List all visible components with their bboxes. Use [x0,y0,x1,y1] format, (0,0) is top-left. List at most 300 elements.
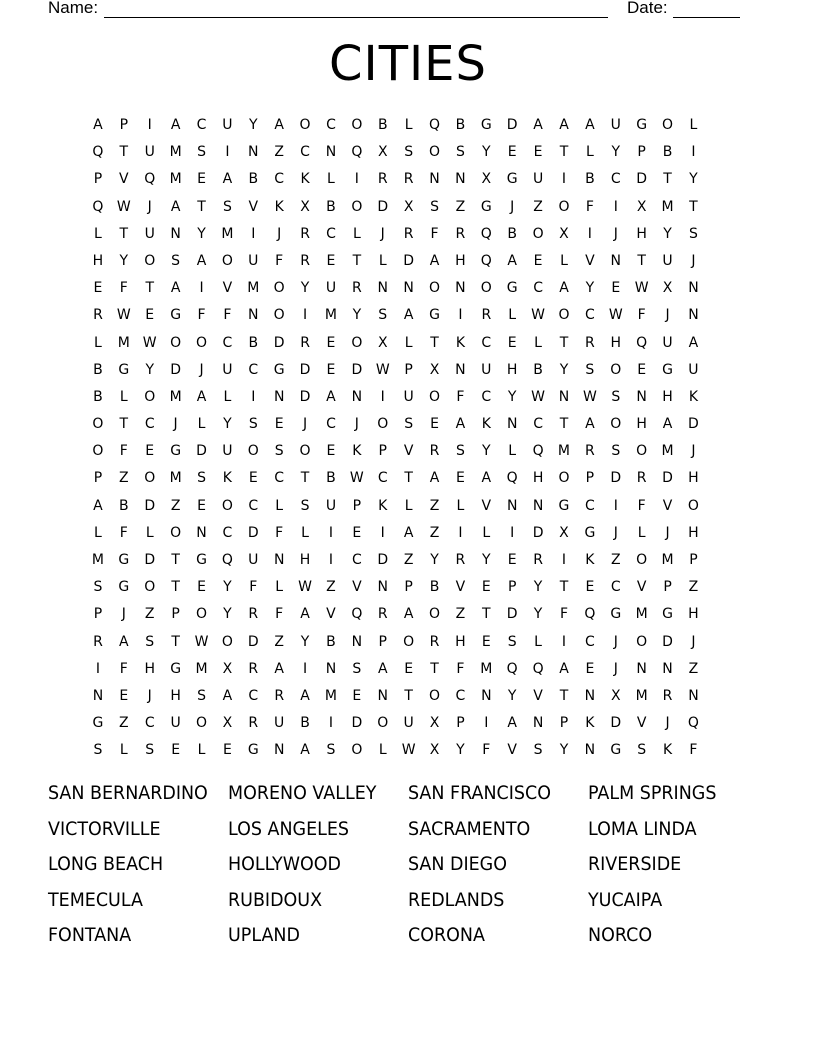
grid-letter: A [507,252,517,269]
grid-letter: S [637,742,647,759]
grid-letter: Q [636,334,648,351]
grid-letter: L [327,171,335,188]
grid-letter: I [225,144,230,161]
grid-letter: K [481,416,491,433]
grid-letter: E [197,579,206,596]
word-list-item: SAN DIEGO [408,853,507,876]
grid-letter: B [300,715,310,732]
grid-letter: T [559,687,569,704]
grid-letter: N [377,579,388,596]
grid-letter: A [300,687,310,704]
grid-letter: L [585,144,594,161]
grid-letter: S [585,361,595,378]
grid-letter: C [455,687,466,704]
grid-letter: Y [352,307,362,324]
grid-letter: A [403,524,414,541]
grid-letter: N [636,660,647,677]
word-list-item: NORCO [588,924,653,947]
grid-letter: I [95,660,101,677]
grid-letter: D [351,361,363,378]
grid-letter: A [300,742,310,759]
word-list-item: FONTANA [48,924,132,947]
grid-letter: F [275,524,284,541]
grid-letter: I [613,198,618,215]
grid-letter: R [585,334,595,351]
grid-letter: Z [274,633,284,650]
grid-letter: E [507,552,517,568]
grid-letter: T [119,144,129,161]
grid-letter: A [119,633,129,650]
grid-letter: R [351,280,362,297]
grid-letter: G [247,742,259,759]
grid-letter: B [326,198,336,215]
grid-row [85,384,733,411]
grid-letter: V [636,715,647,732]
grid-letter: G [118,361,130,378]
grid-letter: H [144,660,155,677]
grid-letter: G [506,171,518,188]
grid-letter: P [378,443,387,460]
grid-letter: N [403,280,414,297]
grid-letter: L [94,524,102,541]
grid-row [85,465,733,492]
grid-letter: P [404,361,413,378]
grid-letter: U [274,715,285,732]
grid-letter: B [429,579,440,596]
grid-letter: U [222,117,233,133]
grid-letter: Y [689,171,698,188]
grid-letter: N [584,742,596,759]
grid-letter: S [93,742,103,759]
grid-letter: D [506,606,518,623]
grid-letter: I [199,280,204,297]
grid-letter: R [248,660,259,677]
grid-letter: L [560,252,568,269]
grid-letter: P [378,633,387,650]
grid-letter: N [558,388,570,405]
grid-letter: D [377,198,389,215]
grid-letter: Q [506,470,518,487]
grid-letter: L [534,633,542,650]
grid-letter: S [171,252,181,269]
grid-letter: R [481,307,492,324]
grid-row [85,411,733,438]
grid-letter: O [195,334,208,351]
grid-letter: C [584,633,595,650]
grid-letter: R [300,252,310,269]
grid-letter: D [196,443,207,460]
grid-letter: S [197,470,206,487]
grid-letter: L [378,252,387,269]
grid-letter: O [429,280,441,297]
name-label: Name: [48,0,99,17]
grid-letter: P [585,470,595,487]
grid-letter: O [144,579,156,596]
grid-letter: A [559,117,569,133]
grid-letter: N [455,171,466,188]
grid-letter: M [661,198,674,215]
grid-letter: A [559,280,569,297]
grid-letter: B [93,388,103,405]
grid-letter: N [351,388,363,405]
grid-letter: W [349,470,364,487]
grid-letter: T [197,198,206,215]
worksheet-header [48,0,740,20]
grid-letter: Y [507,687,517,704]
grid-letter: Z [455,606,466,623]
grid-letter: R [429,443,440,460]
grid-letter: H [688,606,699,623]
grid-letter: W [531,388,545,405]
grid-letter: U [481,361,492,378]
grid-letter: X [222,660,233,677]
grid-letter: E [455,470,465,487]
grid-letter: J [613,660,618,677]
grid-row [85,520,733,547]
grid-letter: U [325,497,337,514]
grid-letter: N [351,633,363,650]
grid-letter: W [634,280,649,297]
grid-letter: D [636,171,648,188]
grid-letter: M [635,687,648,704]
grid-letter: H [455,252,466,269]
grid-letter: E [197,171,206,188]
grid-letter: M [195,660,208,677]
grid-letter: I [328,524,334,541]
grid-letter: A [403,606,414,623]
word-list [48,778,768,956]
word-list-item: RUBIDOUX [228,888,323,911]
grid-letter: F [559,606,568,623]
grid-letter: Y [223,606,232,623]
grid-letter: G [118,552,130,568]
grid-letter: Q [92,198,104,215]
grid-row [85,357,733,384]
grid-letter: T [482,606,491,623]
grid-letter: I [303,307,308,324]
grid-letter: N [610,252,621,269]
grid-letter: M [169,144,182,161]
grid-letter: E [507,144,517,161]
grid-letter: Z [119,470,129,487]
grid-letter: D [662,633,673,650]
grid-letter: S [93,579,103,596]
grid-letter: K [222,470,232,487]
grid-letter: H [532,470,544,487]
grid-letter: D [532,524,544,541]
grid-letter: L [352,225,361,242]
grid-letter: D [299,361,311,378]
grid-letter: V [481,497,492,514]
grid-letter: U [688,361,699,378]
grid-letter: F [275,606,284,623]
grid-letter: E [507,334,517,351]
grid-letter: F [275,252,284,269]
grid-letter: E [222,742,232,759]
grid-letter: G [584,524,596,541]
grid-letter: N [688,307,699,324]
grid-letter: T [145,280,154,297]
grid-letter: Q [532,443,544,460]
grid-letter: C [248,497,259,514]
grid-letter: P [507,579,517,596]
grid-letter: N [688,687,699,704]
grid-letter: Z [455,198,466,215]
grid-letter: O [299,117,311,133]
grid-letter: M [661,552,674,568]
grid-letter: C [144,715,155,732]
grid-letter: E [481,633,491,650]
grid-letter: S [222,198,232,215]
grid-letter: M [247,280,260,297]
grid-letter: E [585,579,595,596]
grid-letter: Z [144,606,155,623]
grid-letter: T [559,144,569,161]
grid-letter: L [275,579,284,596]
grid-letter: D [662,470,673,487]
grid-letter: M [661,443,674,460]
grid-letter: N [325,660,337,677]
grid-letter: A [455,416,466,433]
grid-letter: K [585,552,595,568]
grid-letter: S [404,416,414,433]
grid-letter: T [404,470,413,487]
grid-letter: D [351,715,363,732]
grid-letter: N [636,388,647,405]
grid-letter: I [561,552,567,568]
grid-letter: E [326,361,336,378]
grid-letter: L [301,524,309,541]
word-list-item: MORENO VALLEY [228,782,377,804]
grid-letter: L [689,117,698,133]
grid-letter: G [429,307,440,324]
grid-letter: S [352,660,362,677]
grid-letter: I [303,660,308,677]
grid-letter: F [223,307,232,324]
grid-letter: L [275,497,284,514]
word-list-item: HOLLYWOOD [228,853,342,876]
grid-letter: O [247,443,259,460]
grid-letter: F [689,742,698,759]
grid-letter: O [144,388,156,405]
grid-letter: T [559,334,569,351]
grid-letter: O [92,443,104,460]
grid-row [85,493,733,520]
grid-letter: Y [223,416,232,433]
grid-letter: L [197,416,206,433]
grid-letter: F [482,742,491,759]
grid-letter: U [325,280,337,297]
grid-letter: J [354,416,359,433]
grid-letter: T [689,198,698,215]
grid-letter: F [456,388,465,405]
grid-letter: Y [559,361,569,378]
grid-letter: G [636,117,648,133]
grid-letter: A [585,117,595,133]
grid-letter: S [611,388,621,405]
grid-letter: S [455,144,465,161]
grid-letter: O [351,117,363,133]
grid-letter: Z [326,579,336,596]
grid-letter: J [613,633,618,650]
grid-letter: A [196,388,207,405]
grid-letter: W [194,633,209,650]
grid-letter: I [328,715,334,732]
grid-letter: J [691,443,696,460]
grid-letter: C [481,388,492,405]
grid-row [85,574,733,601]
grid-letter: O [636,633,648,650]
grid-letter: O [687,497,699,514]
grid-letter: Z [170,497,181,514]
grid-letter: F [119,443,128,460]
grid-letter: M [91,552,104,568]
word-search-grid [85,112,733,765]
grid-letter: C [584,307,595,324]
grid-letter: R [377,606,388,623]
grid-letter: I [328,552,334,568]
grid-row [85,737,733,764]
grid-letter: W [116,307,131,324]
grid-letter: S [300,497,310,514]
grid-letter: E [533,252,543,269]
grid-letter: K [455,334,465,351]
grid-letter: F [456,660,465,677]
grid-letter: L [508,307,517,324]
grid-letter: J [277,225,282,242]
grid-letter: D [247,524,259,541]
grid-letter: P [663,579,672,596]
grid-letter: U [222,361,233,378]
grid-letter: V [248,198,259,215]
grid-row [85,139,733,166]
grid-letter: M [169,171,182,188]
grid-letter: V [533,687,543,704]
grid-letter: R [300,225,310,242]
grid-letter: L [637,524,646,541]
grid-letter: M [221,225,234,242]
grid-letter: E [611,280,621,297]
grid-letter: I [380,524,385,541]
grid-letter: Y [585,280,595,297]
grid-letter: O [429,606,441,623]
word-list-item: VICTORVILLE [48,817,161,840]
grid-letter: F [119,280,128,297]
grid-letter: Z [119,715,129,732]
grid-letter: I [561,171,567,188]
grid-letter: V [222,280,233,297]
grid-letter: C [533,280,543,297]
grid-letter: A [170,117,181,133]
grid-letter: S [430,198,439,215]
grid-letter: I [354,171,359,188]
grid-letter: A [222,171,233,188]
grid-letter: T [352,252,362,269]
grid-letter: A [688,334,699,351]
grid-letter: S [404,144,414,161]
grid-letter: S [378,307,388,324]
grid-letter: K [688,388,699,405]
grid-letter: I [251,388,256,405]
grid-letter: Y [197,225,206,242]
grid-letter: O [351,334,363,351]
grid-letter: G [170,660,182,677]
grid-row [85,302,733,329]
grid-letter: M [169,388,182,405]
grid-letter: T [119,416,129,433]
grid-letter: A [662,416,673,433]
grid-letter: H [455,633,466,650]
grid-row [85,601,733,628]
grid-letter: R [533,552,543,568]
grid-letter: Q [144,171,156,188]
grid-letter: X [610,687,621,704]
grid-letter: N [325,144,337,161]
grid-letter: J [147,687,152,704]
grid-letter: X [662,280,673,297]
grid-letter: O [532,225,544,242]
grid-letter: K [585,715,595,732]
grid-letter: X [377,144,388,161]
grid-row [85,656,733,683]
grid-letter: S [326,742,336,759]
grid-letter: Q [687,715,699,732]
grid-letter: X [481,171,492,188]
grid-letter: Y [611,144,621,161]
grid-letter: N [584,687,596,704]
grid-letter: V [585,252,595,269]
grid-letter: X [559,225,569,242]
grid-letter: E [248,470,258,487]
grid-letter: G [92,715,104,732]
grid-letter: N [273,388,285,405]
grid-letter: D [506,117,518,133]
grid-letter: G [170,443,182,460]
grid-letter: N [532,497,544,514]
grid-letter: O [170,524,182,541]
grid-letter: A [403,307,414,324]
grid-letter: J [147,198,152,215]
grid-letter: B [119,497,129,514]
grid-letter: U [662,252,673,269]
grid-letter: J [303,416,308,433]
grid-letter: Q [480,252,492,269]
grid-letter: N [506,416,518,433]
word-list-item: TEMECULA [48,888,143,911]
grid-letter: M [635,606,648,623]
grid-letter: N [196,524,207,541]
grid-letter: E [326,443,336,460]
grid-letter: N [248,144,259,161]
grid-letter: H [636,416,647,433]
grid-letter: X [300,198,310,215]
grid-letter: J [199,361,204,378]
grid-letter: R [585,443,595,460]
grid-letter: T [663,171,672,188]
word-list-item: LOS ANGELES [228,817,350,840]
grid-letter: S [455,443,465,460]
grid-letter: X [429,742,440,759]
grid-letter: B [248,171,259,188]
grid-row [85,112,733,139]
grid-letter: L [404,497,413,514]
grid-letter: A [93,497,103,514]
grid-letter: S [533,742,543,759]
grid-letter: W [608,307,623,324]
grid-letter: P [119,117,129,133]
grid-letter: S [611,443,621,460]
word-list-item: CORONA [408,924,485,947]
